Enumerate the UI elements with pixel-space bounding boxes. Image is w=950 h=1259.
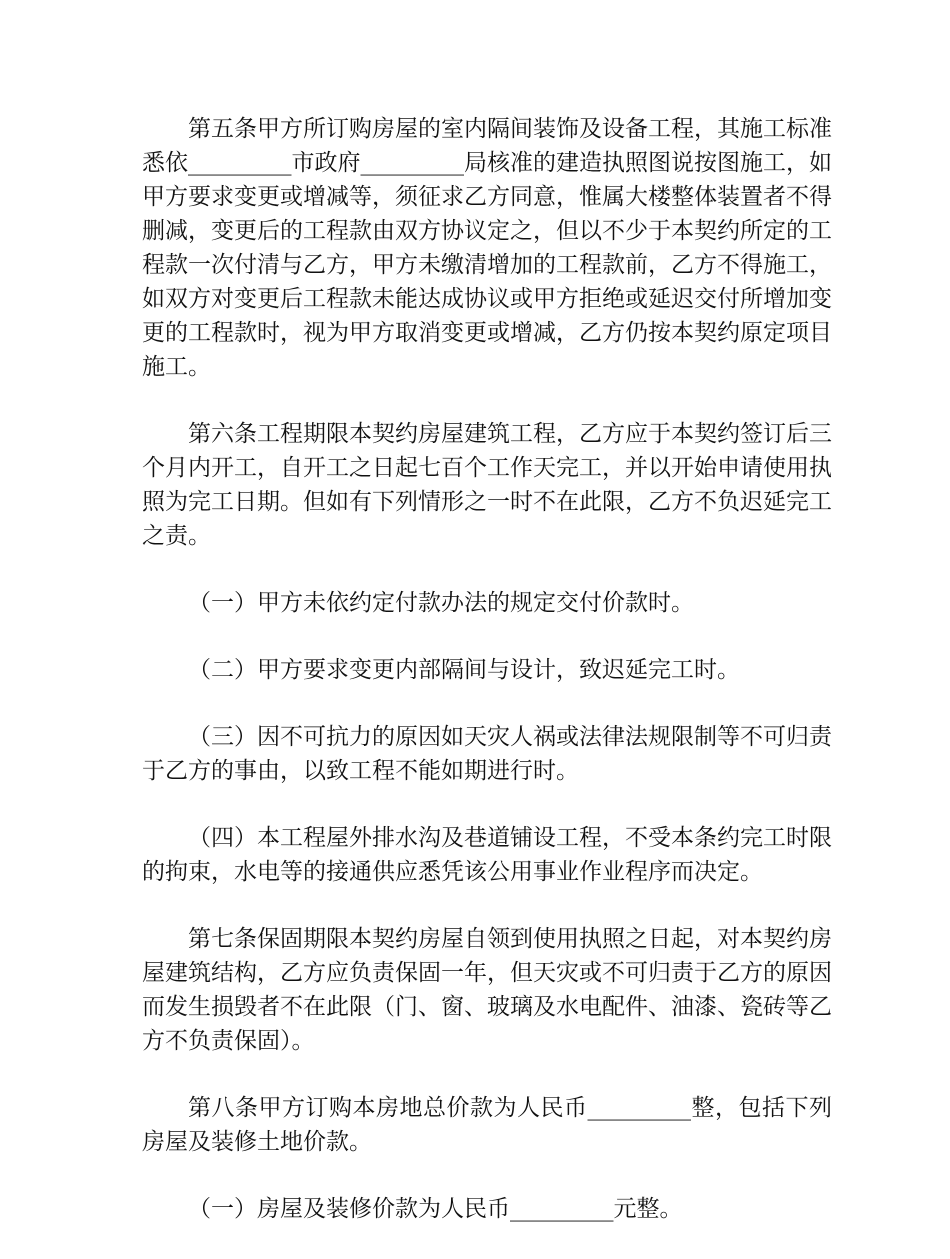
article-6-item-3: （三）因不可抗力的原因如天灾人祸或法律法规限制等不可归责于乙方的事由，以致工程不能如期进行时。	[142, 724, 832, 784]
article-6-item-2: （二）甲方要求变更内部隔间与设计，致迟延完工时。	[188, 657, 740, 683]
document-body	[142, 112, 832, 1259]
article-6-paragraph: 第六条工程期限本契约房屋建筑工程，乙方应于本契约签订后三个月内开工，自开工之日起七百个工作天完工，并以开始申请使用执照为完工日期。但如有下列情形之一时不在此限，乙方不负迟延完工之责。	[142, 421, 832, 549]
article-7-paragraph: 第七条保固期限本契约房屋自领到使用执照之日起，对本契约房屋建筑结构，乙方应负责保固一年，但天灾或不可归责于乙方的原因而发生损毁者不在此限（门、窗、玻璃及水电配件、油漆、瓷砖等乙方不负责保固）。	[142, 926, 832, 1054]
article-8-item-1: （一）房屋及装修价款为人民币_________元整。	[188, 1196, 683, 1222]
article-5-paragraph: 第五条甲方所订购房屋的室内隔间装饰及设备工程，其施工标准悉依_________市政府_________局核准的建造执照图说按图施工，如甲方要求变更或增减等，须征求乙方同意，惟属大楼整体装置者不得删减，变更后的工程款由双方协议定之，但以不少于本契约所定的工程款一次付清与乙方，甲方未缴清增加的工程款前，乙方不得施工，如双方对变更后工程款未能达成协议或甲方拒绝或延迟交付所增加变更的工程款时，视为甲方取消变更或增减，乙方仍按本契约原定项目施工。	[142, 116, 832, 380]
article-6-item-4: （四）本工程屋外排水沟及巷道铺设工程，不受本条约完工时限的拘束，水电等的接通供应悉凭该公用事业作业程序而决定。	[142, 825, 832, 885]
article-8-paragraph: 第八条甲方订购本房地总价款为人民币_________整，包括下列房屋及装修土地价款。	[142, 1095, 832, 1155]
article-6-item-1: （一）甲方未依约定付款办法的规定交付价款时。	[188, 590, 694, 616]
